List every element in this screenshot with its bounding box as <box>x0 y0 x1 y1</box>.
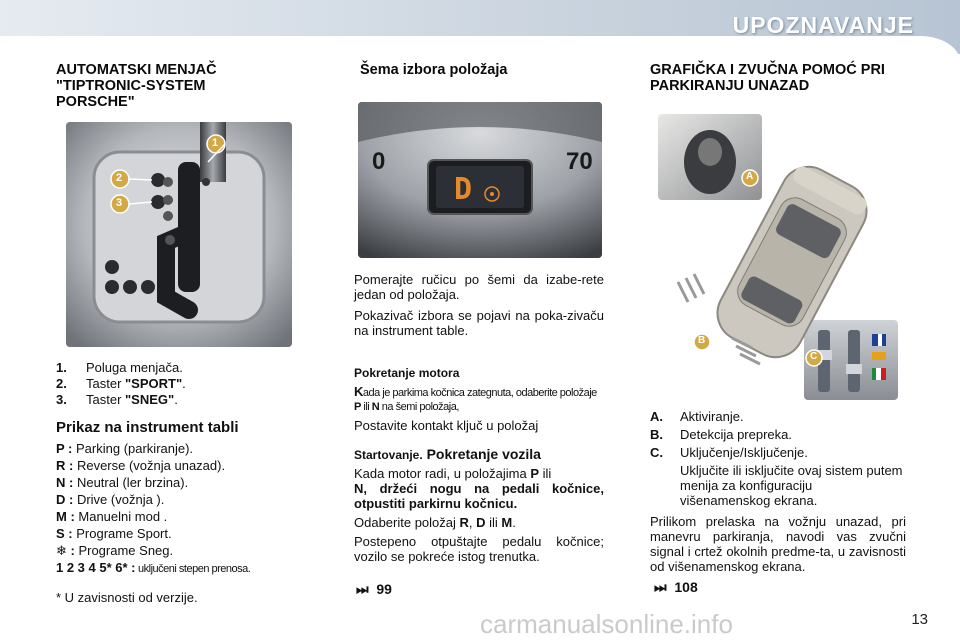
speed-right-number: 70 <box>566 148 593 175</box>
parking-text <box>650 409 906 574</box>
column-selection-scheme <box>354 62 606 78</box>
selection-para-1: Pomerajte ručicu po šemi da izabe-rete jedan od položaja. <box>354 272 604 302</box>
mode-r: R : Reverse (vožnja unazad). <box>56 458 226 473</box>
parking-legend-c: C. Uključenje/Isključenje. <box>650 445 808 460</box>
column-gearbox <box>56 62 308 110</box>
page-title: UPOZNAVANJE <box>732 12 914 38</box>
parking-aid-illustration <box>652 112 900 402</box>
parking-aid-photo <box>652 112 900 402</box>
mode-m: M : Manuelni mod . <box>56 509 168 524</box>
page-number: 13 <box>911 611 928 628</box>
callout-3: 3 <box>116 197 123 209</box>
mode-n: N : Neutral (ler brzina). <box>56 475 189 490</box>
callout-a: A <box>746 171 754 182</box>
engine-start-text-2: Postavite kontakt ključ u položaj <box>354 418 539 433</box>
speed-left-number: 0 <box>372 148 386 175</box>
gearbox-heading: AUTOMATSKI MENJAČ "TIPTRONIC-SYSTEM PORSCHE" <box>56 62 217 110</box>
instrument-cluster-photo <box>358 102 602 258</box>
drive-off-para-2: Odaberite položaj R, D ili M. <box>354 515 516 530</box>
selection-heading: Šema izbora položaja <box>360 62 508 78</box>
legend-item-2: 2. Taster "SPORT". <box>56 376 186 391</box>
gear-selector-photo <box>66 122 292 347</box>
legend-item-3: 3. Taster "SNEG". <box>56 392 178 407</box>
callout-b: B <box>698 335 706 346</box>
instrument-display-heading: Prikaz na instrument tabli <box>56 419 239 436</box>
callout-1: 1 <box>212 137 219 149</box>
drive-off-para-3: Postepeno otpuštajte pedalu kočnice; vozilo se pokreće istog trenutka. <box>354 534 604 564</box>
header-curve <box>0 36 960 64</box>
drive-off-para-1: Kada motor radi, u položajima P ili N, držeći nogu na pedali kočnice, otpustiti parkirnu kočnicu. <box>354 466 604 511</box>
callout-2: 2 <box>116 172 123 184</box>
skip-forward-icon: ⏭ <box>356 581 369 597</box>
callout-c: C <box>810 351 818 362</box>
mode-d: D : Drive (vožnja ). <box>56 492 165 507</box>
watermark: carmanualsonline.info <box>480 609 733 639</box>
gear-selector-illustration <box>66 122 292 347</box>
engine-start-text: Kada je parkima kočnica zategnuta, odaberite položaje P ili N na šemi položaja, <box>354 384 597 413</box>
parking-c-detail: Uključite ili isključite ovaj sistem putem menija za konfiguraciju višenamenskog ekrana. <box>680 463 903 508</box>
legend-item-1: 1. Poluga menjača. <box>56 360 183 375</box>
selection-text <box>354 272 604 564</box>
footnote: * U zavisnosti od verzije. <box>56 590 198 605</box>
selection-para-2: Pokazivač izbora se pojavi na poka-zivaču na instrument table. <box>354 308 604 338</box>
parking-legend-b: B. Detekcija prepreka. <box>650 427 792 442</box>
gearbox-legend <box>56 360 308 605</box>
drive-off-heading: Startovanje. Pokretanje vozila <box>354 446 541 462</box>
skip-forward-icon: ⏭ <box>654 579 667 595</box>
page-ref-108[interactable]: ⏭ 108 <box>654 579 698 595</box>
mode-p: P : Parking (parkiranje). <box>56 441 194 456</box>
parking-heading: GRAFIČKA I ZVUČNA POMOĆ PRI PARKIRANJU UNAZAD <box>650 62 885 94</box>
parking-description: Prilikom prelaska na vožnju unazad, pri manevru parkiranja, navodi vas zvučni signal i crtež okolnih predme-ta, u zavisnosti od višenamenskog ekrana. <box>650 514 906 574</box>
instrument-cluster-illustration <box>358 102 602 258</box>
mode-gears: 1 2 3 4 5* 6* : uključeni stepen prenosa. <box>56 560 251 575</box>
column-parking-aid <box>650 62 908 94</box>
page-ref-99[interactable]: ⏭ 99 <box>356 581 392 597</box>
mode-snow: ❄ : Programe Sneg. <box>56 543 174 558</box>
gear-indicator: D <box>454 172 473 207</box>
snowflake-icon: ❄ : <box>56 543 75 558</box>
parking-legend-a: A. Aktiviranje. <box>650 409 744 424</box>
engine-start-heading: Pokretanje motora <box>354 366 460 380</box>
mode-s: S : Programe Sport. <box>56 526 172 541</box>
